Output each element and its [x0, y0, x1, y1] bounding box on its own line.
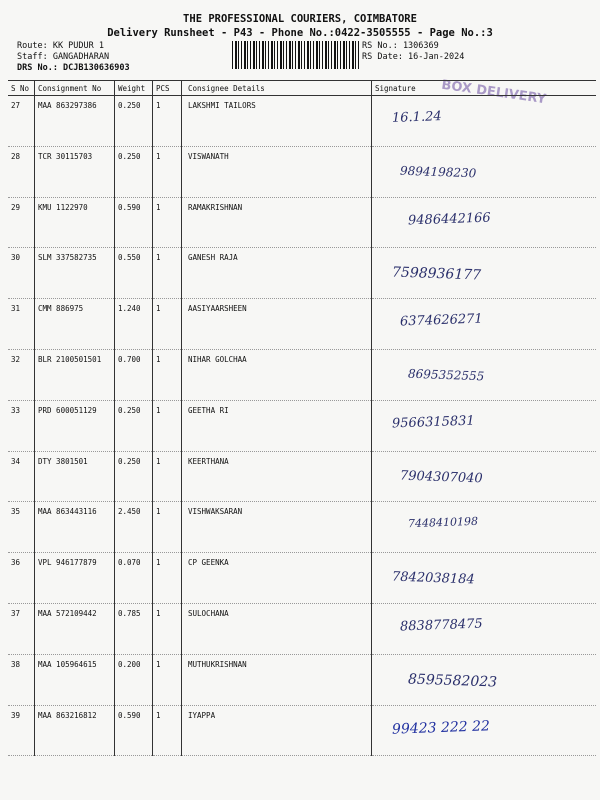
handwritten-signature: 16.1.24: [391, 109, 442, 126]
rs-date: RS Date: 16-Jan-2024: [362, 52, 465, 62]
handwritten-signature: 9486442166: [407, 210, 491, 229]
row-signature-cell: [372, 400, 597, 451]
row-pcs: 1: [153, 654, 182, 705]
table-row: [8, 654, 596, 705]
row-consignee: KEERTHANA: [182, 451, 372, 502]
handwritten-signature: 9894198230: [399, 163, 477, 181]
table-row: [8, 502, 596, 553]
handwritten-signature: 6374626271: [399, 311, 483, 330]
row-consignment-no: SLM 337582735: [35, 248, 115, 299]
row-consignee: CP GEENKA: [182, 553, 372, 604]
row-consignee: AASIYAARSHEEN: [182, 299, 372, 350]
table-row: [8, 400, 596, 451]
row-sno: 31: [8, 299, 35, 350]
table-row: [8, 299, 596, 350]
runsheet-subtitle: Delivery Runsheet - P43 - Phone No.:0422-3505555 - Page No.:3: [107, 27, 493, 39]
handwritten-signature: 7448410198: [407, 515, 479, 531]
table-row: [8, 705, 596, 756]
row-weight: 0.700: [115, 349, 153, 400]
row-pcs: 1: [153, 705, 182, 756]
handwritten-signature: 7842038184: [391, 569, 475, 588]
row-consignment-no: MAA 105964615: [35, 654, 115, 705]
row-weight: 0.590: [115, 705, 153, 756]
row-weight: 2.450: [115, 502, 153, 553]
route-label: Route: KK PUDUR 1: [17, 41, 104, 51]
row-pcs: 1: [153, 553, 182, 604]
row-sno: 38: [8, 654, 35, 705]
col-consignee: Consignee Details: [182, 81, 372, 96]
row-weight: 1.240: [115, 299, 153, 350]
rs-number: RS No.: 1306369: [362, 41, 439, 51]
row-sno: 29: [8, 197, 35, 248]
drs-number: DRS No.: DCJB130636903: [17, 63, 130, 73]
row-signature-cell: [372, 197, 597, 248]
row-consignee: GANESH RAJA: [182, 248, 372, 299]
table-row: [8, 96, 596, 147]
row-sno: 36: [8, 553, 35, 604]
row-weight: 0.250: [115, 451, 153, 502]
row-consignment-no: VPL 946177879: [35, 553, 115, 604]
row-sno: 30: [8, 248, 35, 299]
row-weight: 0.785: [115, 603, 153, 654]
staff-label: Staff: GANGADHARAN: [17, 52, 110, 62]
handwritten-signature: 8595582023: [407, 671, 498, 691]
row-weight: 0.590: [115, 197, 153, 248]
col-consignment: Consignment No: [35, 81, 115, 96]
row-signature-cell: [372, 349, 597, 400]
table-header-row: [8, 81, 596, 96]
table-row: [8, 349, 596, 400]
row-pcs: 1: [153, 146, 182, 197]
box-delivery-stamp: BOX DELIVERY: [440, 77, 548, 108]
row-weight: 0.550: [115, 248, 153, 299]
row-signature-cell: [372, 299, 597, 350]
row-consignment-no: KMU 1122970: [35, 197, 115, 248]
row-consignee: LAKSHMI TAILORS: [182, 96, 372, 147]
row-pcs: 1: [153, 96, 182, 147]
row-sno: 27: [8, 96, 35, 147]
row-pcs: 1: [153, 349, 182, 400]
row-sno: 32: [8, 349, 35, 400]
row-consignee: IYAPPA: [182, 705, 372, 756]
row-consignment-no: DTY 3801501: [35, 451, 115, 502]
row-consignee: VISWANATH: [182, 146, 372, 197]
company-title: THE PROFESSIONAL COURIERS, COIMBATORE: [183, 13, 417, 25]
row-sno: 33: [8, 400, 35, 451]
handwritten-signature: 8695352555: [407, 366, 485, 384]
row-signature-cell: [372, 654, 597, 705]
row-weight: 0.200: [115, 654, 153, 705]
row-signature-cell: [372, 502, 597, 553]
handwritten-signature: 9566315831: [391, 413, 475, 432]
col-sno: S No: [8, 81, 35, 96]
row-signature-cell: [372, 248, 597, 299]
row-signature-cell: [372, 553, 597, 604]
row-consignment-no: PRD 600051129: [35, 400, 115, 451]
row-sno: 28: [8, 146, 35, 197]
row-consignee: SULOCHANA: [182, 603, 372, 654]
table-row: [8, 553, 596, 604]
row-consignee: NIHAR GOLCHAA: [182, 349, 372, 400]
handwritten-signature: 99423 222 22: [391, 717, 491, 738]
row-pcs: 1: [153, 400, 182, 451]
row-consignment-no: CMM 886975: [35, 299, 115, 350]
row-signature-cell: [372, 146, 597, 197]
row-pcs: 1: [153, 502, 182, 553]
table-row: [8, 451, 596, 502]
table-row: [8, 146, 596, 197]
row-signature-cell: [372, 603, 597, 654]
row-weight: 0.250: [115, 146, 153, 197]
col-pcs: PCS: [153, 81, 182, 96]
row-signature-cell: [372, 96, 597, 147]
row-consignment-no: BLR 2100501501: [35, 349, 115, 400]
row-weight: 0.070: [115, 553, 153, 604]
row-consignment-no: MAA 863216812: [35, 705, 115, 756]
row-weight: 0.250: [115, 400, 153, 451]
col-signature: Signature: [372, 81, 597, 96]
row-sno: 39: [8, 705, 35, 756]
handwritten-signature: 7904307040: [399, 468, 483, 487]
barcode: [232, 41, 360, 69]
row-consignee: GEETHA RI: [182, 400, 372, 451]
table-row: [8, 197, 596, 248]
handwritten-signature: 8838778475: [399, 616, 483, 635]
row-pcs: 1: [153, 603, 182, 654]
row-consignee: MUTHUKRISHNAN: [182, 654, 372, 705]
row-sno: 37: [8, 603, 35, 654]
handwritten-signature: 7598936177: [391, 264, 482, 284]
row-consignment-no: TCR 30115703: [35, 146, 115, 197]
row-sno: 35: [8, 502, 35, 553]
col-weight: Weight: [115, 81, 153, 96]
row-weight: 0.250: [115, 96, 153, 147]
row-pcs: 1: [153, 299, 182, 350]
row-sno: 34: [8, 451, 35, 502]
row-signature-cell: [372, 705, 597, 756]
table-row: [8, 248, 596, 299]
row-pcs: 1: [153, 248, 182, 299]
row-pcs: 1: [153, 451, 182, 502]
row-consignee: RAMAKRISHNAN: [182, 197, 372, 248]
row-consignee: VISHWAKSARAN: [182, 502, 372, 553]
row-consignment-no: MAA 572109442: [35, 603, 115, 654]
runsheet-table: [8, 77, 596, 756]
row-consignment-no: MAA 863297386: [35, 96, 115, 147]
row-consignment-no: MAA 863443116: [35, 502, 115, 553]
row-signature-cell: [372, 451, 597, 502]
row-pcs: 1: [153, 197, 182, 248]
table-row: [8, 603, 596, 654]
